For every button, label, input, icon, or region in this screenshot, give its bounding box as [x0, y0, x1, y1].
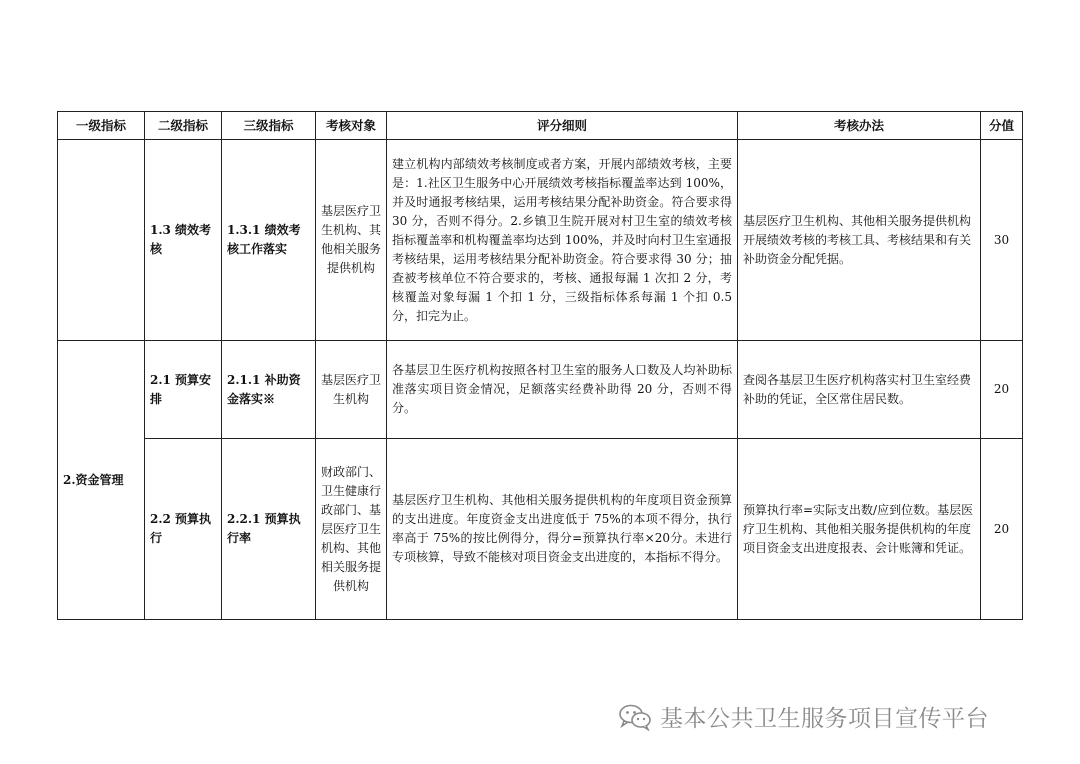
cell-detail: 建立机构内部绩效考核制度或者方案，开展内部绩效考核，主要是：1.社区卫生服务中心开展绩效考核指标覆盖率达到 100%，并及时通报考核结果，运用考核结果分配补助资金。符合要求得 30 分，否则不得分。2.乡镇卫生院开展对村卫生室的绩效考核指标覆盖率和机构覆盖率均达到 100%，并及时向村卫生室通报考核结果，运用考核结果分配补助资金。符合要求得 30 分；抽查被考核单位不符合要求的，考核、通报每漏 1 次扣 2 分，考核覆盖对象每漏 1 个扣 1 分，三级指标体系每漏 1 个扣 0.5 分，扣完为止。	[387, 140, 738, 341]
cell-score: 20	[981, 439, 1023, 620]
table-row	[58, 439, 1023, 620]
header-level1: 一级指标	[58, 112, 145, 140]
cell-level2: 2.2 预算执行	[145, 439, 222, 620]
cell-level3: 2.1.1 补助资金落实※	[222, 341, 316, 439]
cell-target: 基层医疗卫生机构、其他相关服务提供机构	[316, 140, 387, 341]
cell-target: 财政部门、卫生健康行政部门、基层医疗卫生机构、其他相关服务提供机构	[316, 439, 387, 620]
header-method: 考核办法	[738, 112, 981, 140]
cell-level3: 1.3.1 绩效考核工作落实	[222, 140, 316, 341]
cell-method: 查阅各基层卫生医疗机构落实村卫生室经费补助的凭证，全区常住居民数。	[738, 341, 981, 439]
cell-method: 预算执行率=实际支出数/应到位数。基层医疗卫生机构、其他相关服务提供机构的年度项目资金支出进度报表、会计账簿和凭证。	[738, 439, 981, 620]
footer-brand	[618, 700, 989, 733]
cell-level1-empty	[58, 140, 145, 341]
header-detail: 评分细则	[387, 112, 738, 140]
cell-level3: 2.2.1 预算执行率	[222, 439, 316, 620]
footer-text: 基本公共卫生服务项目宣传平台	[660, 706, 989, 732]
cell-level1: 2.资金管理	[58, 341, 145, 620]
cell-score: 30	[981, 140, 1023, 341]
table-row	[58, 140, 1023, 341]
cell-target: 基层医疗卫生机构	[316, 341, 387, 439]
table-header-row	[58, 112, 1023, 140]
indicator-table	[57, 111, 1023, 620]
cell-detail: 基层医疗卫生机构、其他相关服务提供机构的年度项目资金预算的支出进度。年度资金支出进度低于 75%的本项不得分，执行率高于 75%的按比例得分，得分=预算执行率×20分。未进行专项核算，导致不能核对项目资金支出进度的，本指标不得分。	[387, 439, 738, 620]
cell-detail: 各基层卫生医疗机构按照各村卫生室的服务人口数及人均补助标准落实项目资金情况，足额落实经费补助得 20 分，否则不得分。	[387, 341, 738, 439]
cell-level2: 1.3 绩效考核	[145, 140, 222, 341]
cell-method: 基层医疗卫生机构、其他相关服务提供机构开展绩效考核的考核工具、考核结果和有关补助资金分配凭据。	[738, 140, 981, 341]
cell-score: 20	[981, 341, 1023, 439]
header-level3: 三级指标	[222, 112, 316, 140]
table-row	[58, 341, 1023, 439]
header-score: 分值	[981, 112, 1023, 140]
header-level2: 二级指标	[145, 112, 222, 140]
wechat-icon	[618, 703, 652, 731]
header-target: 考核对象	[316, 112, 387, 140]
cell-level2: 2.1 预算安排	[145, 341, 222, 439]
